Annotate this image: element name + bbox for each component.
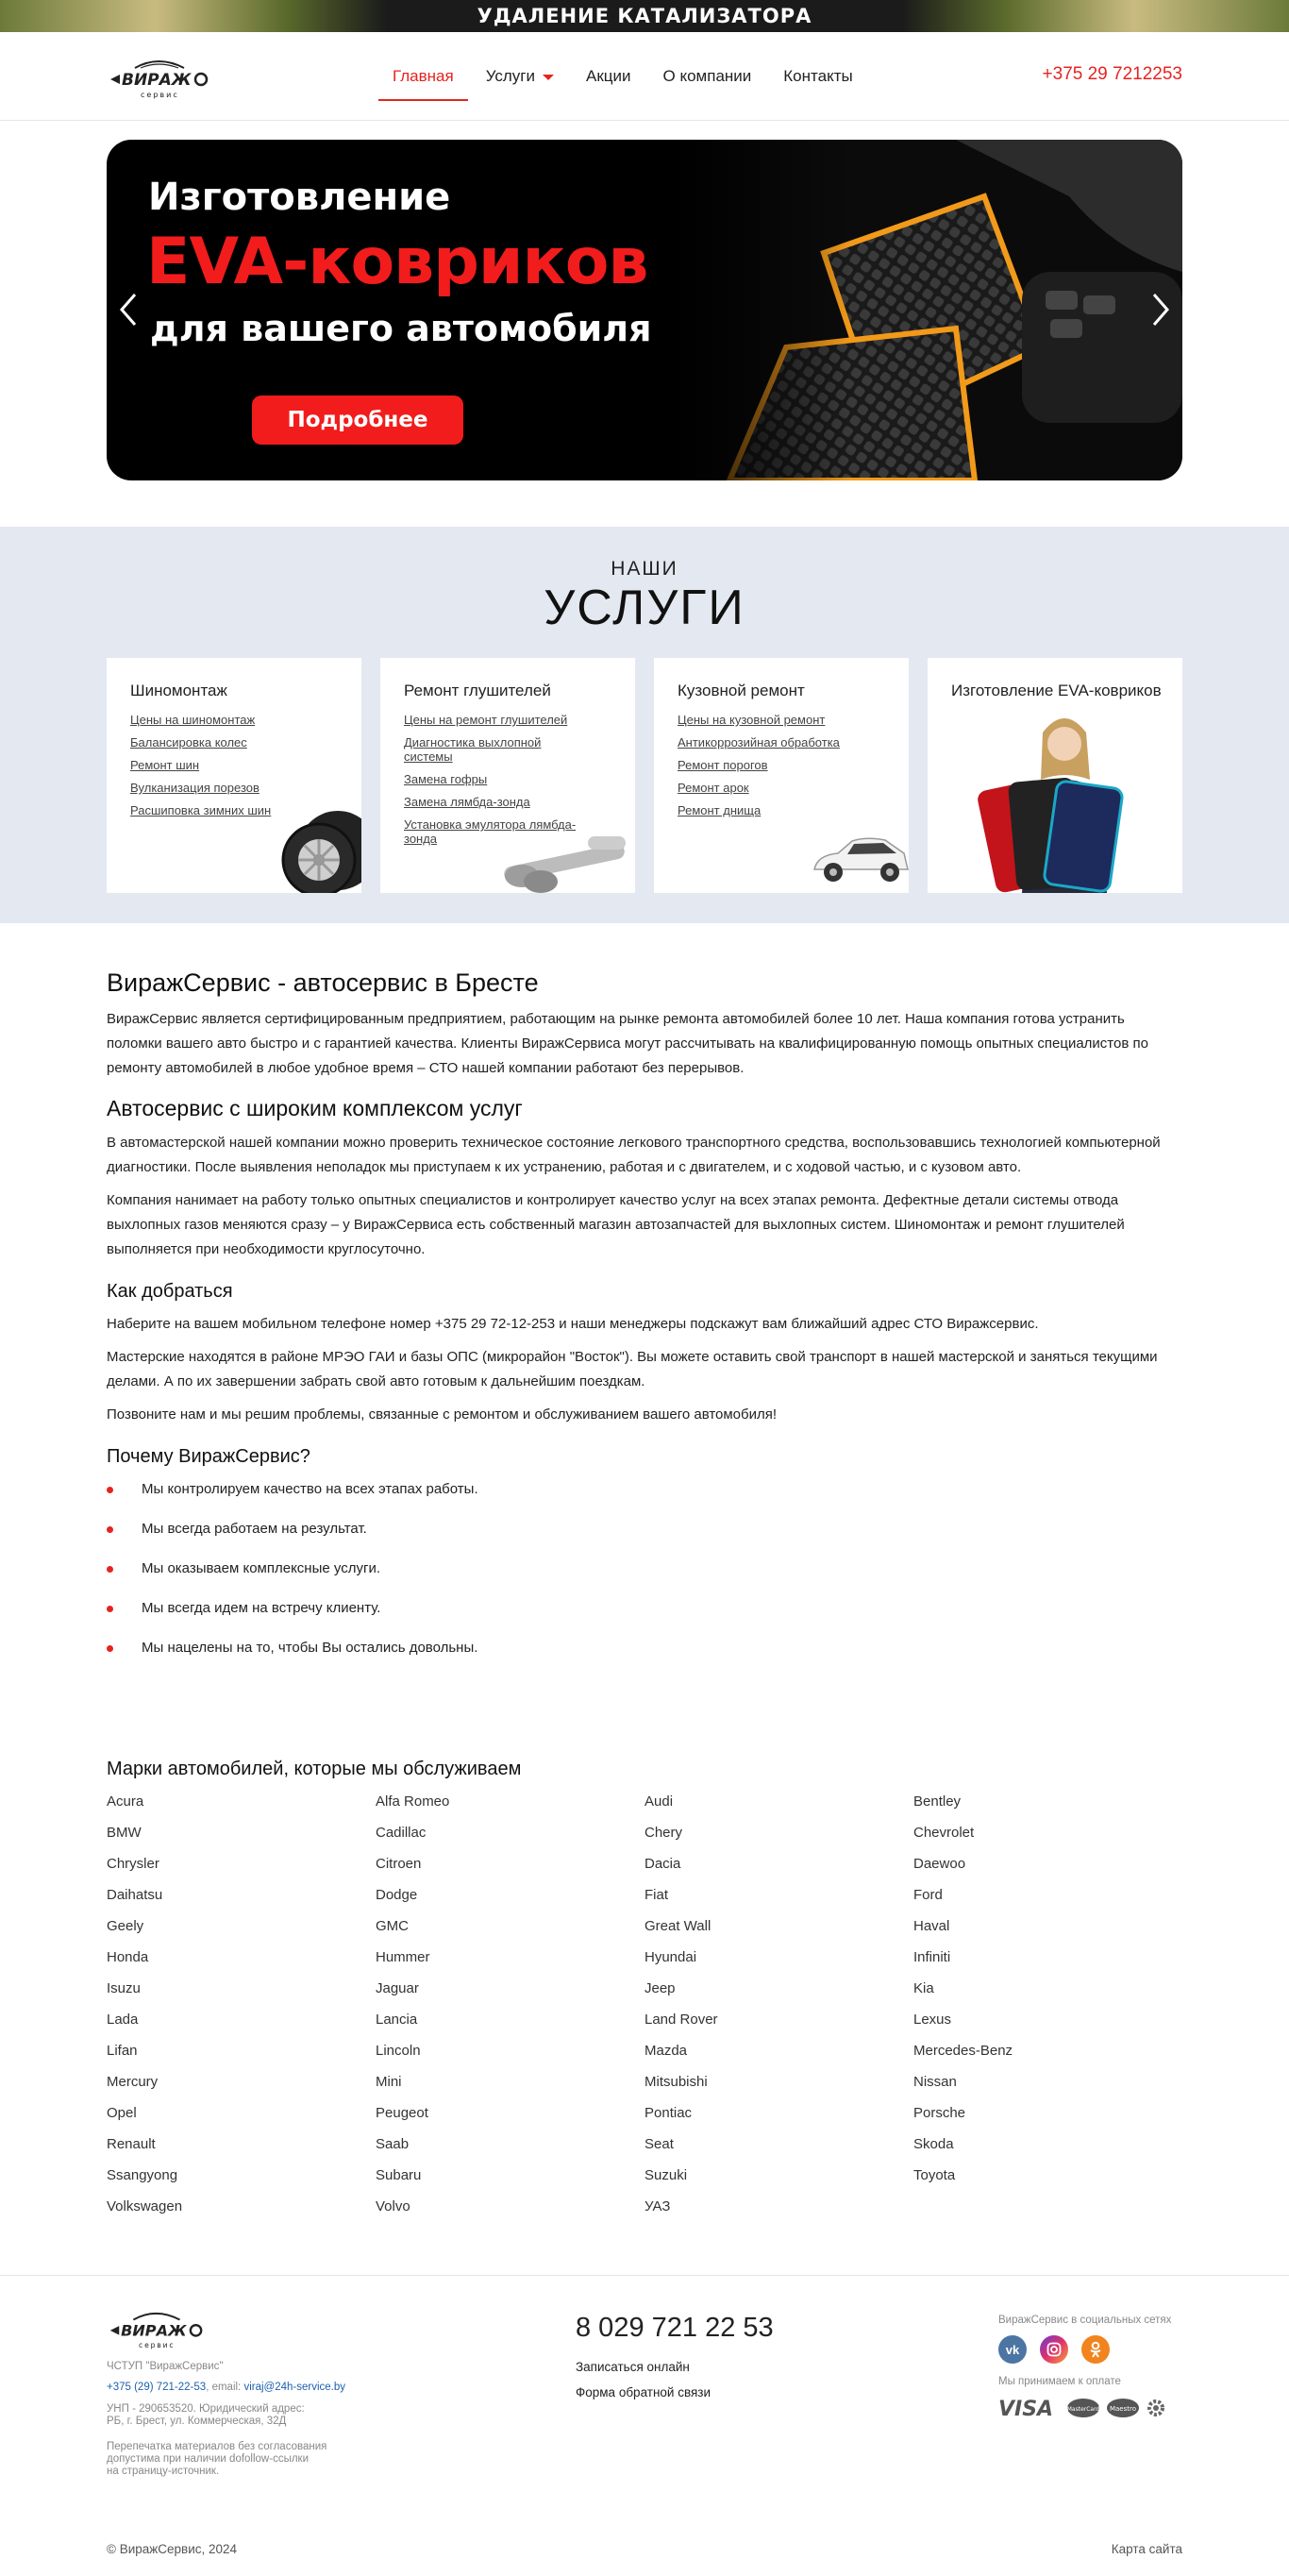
list-item: Мы нацелены на то, чтобы Вы остались довольны. (107, 1636, 1182, 1675)
maestro-icon (1106, 2398, 1140, 2418)
footer-phone-link[interactable]: +375 (29) 721-22-53 (107, 2382, 207, 2393)
content-heading-1: ВиражСервис - автосервис в Бресте (107, 968, 539, 997)
main-content (107, 968, 1182, 1675)
brand-item: Mitsubishi (644, 2074, 708, 2090)
brand-item: Mini (376, 2074, 402, 2090)
feedback-link[interactable]: Форма обратной связи (576, 2385, 711, 2399)
brand-item: Great Wall (644, 1918, 711, 1934)
content-heading-2: Автосервис с широким комплексом услуг (107, 1096, 523, 1120)
visa-icon (998, 2398, 1059, 2418)
signup-link[interactable]: Записаться онлайн (576, 2360, 690, 2374)
brand-item: GMC (376, 1918, 409, 1934)
site-header (0, 32, 1289, 121)
service-link[interactable]: Цены на кузовной ремонт (678, 713, 826, 727)
chevron-left-icon[interactable] (114, 289, 142, 330)
service-link[interactable]: Ремонт днища (678, 803, 762, 817)
service-link[interactable]: Замена гофры (404, 772, 488, 786)
brand-item: Saab (376, 2136, 410, 2152)
brand-item: Cadillac (376, 1825, 427, 1841)
brand-item: Hyundai (644, 1949, 697, 1965)
brand-item: Peugeot (376, 2105, 428, 2121)
brands-title: Марки автомобилей, которые мы обслуживаем (107, 1759, 522, 1779)
service-card-body[interactable] (654, 658, 909, 893)
brands-grid (107, 1793, 1182, 2230)
service-link[interactable]: Балансировка колес (130, 735, 247, 749)
brand-item: Land Rover (644, 2012, 718, 2028)
service-card-muffler[interactable] (380, 658, 635, 893)
footer-legal-2: РБ, г. Брест, ул. Коммерческая, 32Д (107, 2416, 287, 2427)
brand-item: Acura (107, 1793, 144, 1810)
service-card-title[interactable]: Шиномонтаж (130, 682, 227, 699)
brand-item: Jeep (644, 1980, 676, 1996)
service-link[interactable]: Ремонт арок (678, 781, 749, 795)
brand-item: Mazda (644, 2043, 688, 2059)
brand-item: Renault (107, 2136, 156, 2152)
brand-item: Nissan (913, 2074, 957, 2090)
brand-item: Mercedes-Benz (913, 2043, 1013, 2059)
footer-phone[interactable]: 8 029 721 22 53 (576, 2313, 774, 2343)
service-link[interactable]: Антикоррозийная обработка (678, 735, 840, 749)
footer-email-link[interactable]: viraj@24h-service.by (243, 2382, 345, 2393)
svg-text:сервис: сервис (139, 2340, 176, 2349)
brand-item: Subaru (376, 2167, 422, 2183)
content-paragraph: Компания нанимает на работу только опытных специалистов и контролирует качество услуг на всех этапах ремонта. Дефектные детали системы отвода выхлопных газов меняются сразу – у ВиражСервиса есть собственный магазин автозапчастей для выхлопных систем. Шиномонтаж и ремонт глушителей выполняется при необходимости круглосуточно. (107, 1192, 1125, 1257)
brand-item: Daihatsu (107, 1887, 163, 1903)
ok-glyph (1089, 2341, 1102, 2358)
pay-label: Мы принимаем к оплате (998, 2376, 1121, 2387)
brand-item: Seat (644, 2136, 674, 2152)
hero-title-line3: для вашего автомобиля (150, 308, 652, 349)
content-paragraph: Позвоните нам и мы решим проблемы, связанные с ремонтом и обслуживанием вашего автомобиля! (107, 1406, 778, 1423)
nav-services[interactable] (486, 56, 554, 97)
footer-copy-3: на страницу-источник. (107, 2466, 220, 2477)
service-card-eva[interactable] (928, 658, 1182, 893)
list-item: Мы оказываем комплексные услуги. (107, 1557, 1182, 1596)
chevron-right-icon[interactable] (1147, 289, 1175, 330)
content-paragraph: Наберите на вашем мобильном телефоне номер +375 29 72-12-253 и наши менеджеры подскажут вам ближайший адрес СТО Виражсервис. (107, 1316, 1039, 1332)
brand-item: Lincoln (376, 2043, 421, 2059)
brand-item: Citroen (376, 1856, 422, 1872)
brand-item: Mercury (107, 2074, 159, 2090)
brand-item: Chrysler (107, 1856, 159, 1872)
footer-contacts (107, 2382, 345, 2394)
visa-text: VISA (998, 2398, 1054, 2418)
instagram-icon[interactable] (1040, 2335, 1068, 2364)
main-nav (393, 32, 885, 121)
brand-item: Daewoo (913, 1856, 966, 1872)
brand-item: Jaguar (376, 1980, 419, 1996)
service-link[interactable]: Диагностика выхлопной системы (404, 735, 542, 764)
service-link[interactable]: Цены на шиномонтаж (130, 713, 256, 727)
content-heading-4: Почему ВиражСервис? (107, 1446, 310, 1467)
mastercard-text: MasterCard (1066, 2406, 1100, 2413)
brand-item: Isuzu (107, 1980, 141, 1996)
mastercard-icon (1066, 2398, 1100, 2418)
tire-image (272, 799, 361, 893)
brand-item: Audi (644, 1793, 674, 1810)
brand-item: Volkswagen (107, 2198, 183, 2214)
brand-item: Kia (913, 1980, 934, 1996)
footer-company: ЧСТУП "ВиражСервис" (107, 2361, 224, 2372)
muffler-image (494, 827, 635, 893)
brand-item: Suzuki (644, 2167, 688, 2183)
social-label: ВиражСервис в социальных сетях (998, 2315, 1172, 2326)
footer-copy-2: допустима при наличии dofollow-ссылки (107, 2453, 310, 2465)
service-link[interactable]: Ремонт шин (130, 758, 200, 772)
services-section (0, 527, 1289, 923)
brand-item: Honda (107, 1949, 149, 1965)
instagram-glyph (1046, 2342, 1062, 2357)
nav-contacts[interactable]: Контакты (783, 67, 853, 85)
hero-title-line1: Изготовление (148, 176, 451, 219)
svg-text:ВИРАЖ: ВИРАЖ (121, 2321, 187, 2340)
chevron-down-icon (543, 75, 554, 80)
car-image (810, 827, 909, 893)
list-item: Мы всегда идем на встречу клиенту. (107, 1596, 1182, 1636)
service-link[interactable]: Установка эмулятора лямбда-зонда (404, 817, 577, 846)
content-paragraph: Мастерские находятся в районе МРЭО ГАИ и базы ОПС (микрорайон "Восток"). Вы можете оставить свой транспорт в нашей мастерской и заняться текущими делами. А по их завершении забрать свой авто готовым к дальнейшим поездкам. (107, 1349, 1158, 1389)
services-title: УСЛУГИ (544, 581, 745, 635)
footer-legal-1: УНП - 290653520. Юридический адрес: (107, 2403, 305, 2415)
service-link[interactable]: Расшиповка зимних шин (130, 803, 272, 817)
services-kicker: НАШИ (611, 558, 678, 580)
brand-item: Skoda (913, 2136, 954, 2152)
brand-item: Lada (107, 2012, 139, 2028)
brand-item: Alfa Romeo (376, 1793, 450, 1810)
content-heading-3: Как добраться (107, 1281, 233, 1302)
list-item: Мы всегда работаем на результат. (107, 1517, 1182, 1557)
brand-item: BMW (107, 1825, 142, 1841)
service-card-tires[interactable] (107, 658, 361, 893)
brand-item: Hummer (376, 1949, 430, 1965)
promo-banner-text: УДАЛЕНИЕ КАТАЛИЗАТОРА (477, 5, 812, 27)
nav-services-label: Услуги (485, 67, 535, 85)
content-paragraph: В автомастерской нашей компании можно проверить техническое состояние легкового транспортного средства, воспользовавшись технологией компьютерной диагностики. После выявления неполадок мы приступаем к их устранению, работая и с двигателем, и с ходовой частью, и с кузовом авто. (107, 1135, 1161, 1175)
vk-icon[interactable]: vk (998, 2335, 1027, 2364)
brand-item: Dacia (644, 1856, 681, 1872)
footer-logo[interactable] (107, 2305, 205, 2350)
odnoklassniki-icon[interactable] (1081, 2335, 1110, 2364)
nav-about[interactable]: О компании (662, 67, 752, 85)
svg-text:сервис: сервис (141, 91, 179, 99)
brand-item: Haval (913, 1918, 950, 1934)
logo[interactable] (107, 53, 210, 100)
brand-item: Chevrolet (913, 1825, 975, 1841)
brand-item: УАЗ (644, 2198, 671, 2214)
service-link[interactable]: Замена лямбда-зонда (404, 795, 530, 809)
svg-text:ВИРАЖ: ВИРАЖ (122, 71, 192, 90)
brand-item: Bentley (913, 1793, 962, 1810)
hero-more-button[interactable]: Подробнее (252, 396, 463, 445)
service-card-title[interactable]: Кузовной ремонт (678, 682, 805, 699)
eva-woman-image (965, 704, 1154, 893)
nav-promotions[interactable]: Акции (586, 67, 631, 85)
footer-email-label: , email: (206, 2382, 244, 2393)
hero-title-line2: EVA-ковриков (146, 225, 648, 299)
eva-mat-image (673, 140, 1182, 480)
brand-item: Pontiac (644, 2105, 693, 2121)
brand-item: Ssangyong (107, 2167, 178, 2183)
brand-item: Lifan (107, 2043, 138, 2059)
nav-home[interactable]: Главная (393, 56, 454, 97)
brand-item: Toyota (913, 2167, 956, 2183)
content-paragraph: ВиражСервис является сертифицированным предприятием, работающим на рынке ремонта автомобилей более 10 лет. Наша компания готова устранить поломки вашего авто быстро и с гарантией качества. Клиенты ВиражСервиса могут рассчитывать на квалифицированную помощь опытных специалистов по ремонту автомобилей в любое удобное время – СТО нашей компании работают без перерывов. (107, 1011, 1148, 1076)
brand-item: Porsche (913, 2105, 966, 2121)
copyright: © ВиражСервис, 2024 (107, 2542, 238, 2556)
maestro-text: Maestro (1109, 2405, 1137, 2413)
service-link[interactable]: Цены на ремонт глушителей (404, 713, 568, 727)
brand-item: Lexus (913, 2012, 952, 2028)
service-link[interactable]: Ремонт порогов (678, 758, 768, 772)
header-phone[interactable]: +375 29 7212253 (1042, 64, 1182, 84)
why-list (107, 1477, 1182, 1675)
gear-icon (1146, 2398, 1166, 2418)
service-card-title[interactable]: Изготовление EVA-ковриков (951, 682, 1162, 699)
brand-item: Opel (107, 2105, 137, 2121)
hero-slider (107, 140, 1182, 480)
brand-item: Lancia (376, 2012, 418, 2028)
service-card-title[interactable]: Ремонт глушителей (404, 682, 551, 699)
brand-item: Geely (107, 1918, 144, 1934)
brand-item: Volvo (376, 2198, 410, 2214)
brand-item: Fiat (644, 1887, 669, 1903)
brand-item: Chery (644, 1825, 683, 1841)
promo-banner[interactable] (0, 0, 1289, 32)
service-link[interactable]: Вулканизация порезов (130, 781, 259, 795)
sitemap-link[interactable]: Карта сайта (1111, 2542, 1182, 2556)
footer-copy-1: Перепечатка материалов без согласования (107, 2441, 327, 2452)
brand-item: Ford (913, 1887, 943, 1903)
brand-item: Dodge (376, 1887, 418, 1903)
list-item: Мы контролируем качество на всех этапах работы. (107, 1477, 1182, 1517)
brand-item: Infiniti (913, 1949, 951, 1965)
